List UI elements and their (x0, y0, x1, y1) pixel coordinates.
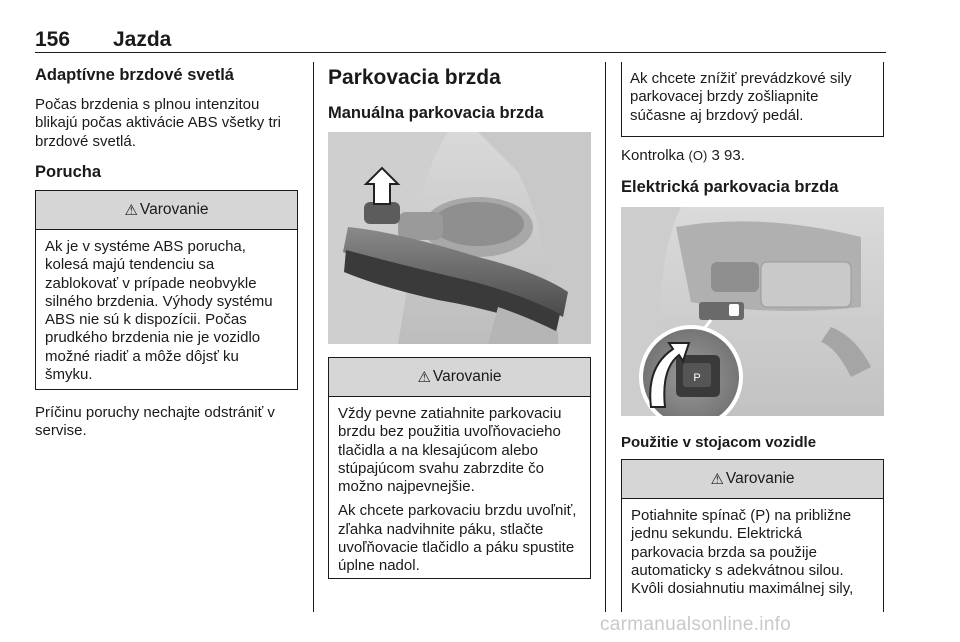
warning-text: Potiahnite spínač (P) na približne jednu sekundu. Elektrická parkovacia brzda sa použije automaticky s adekvátnou silou. Kvôli dosiahnutiu maximálnej sily, (631, 507, 854, 598)
heading-manual-parking-brake: Manuálna parkovacia brzda (328, 104, 544, 122)
info-box-brake-pedal (621, 62, 884, 137)
manual-brake-illustration (328, 132, 591, 344)
warning-header (36, 191, 297, 230)
warning-title: Varovanie (725, 470, 795, 487)
section-title: Jazda (113, 28, 172, 51)
warning-triangle-icon: ⚠ (417, 369, 431, 386)
heading-parking-brake: Parkovacia brzda (328, 66, 501, 89)
svg-text:P: P (693, 372, 701, 384)
indicator-label: Kontrolka (621, 147, 685, 164)
info-text: Ak chcete znížiť prevádzkové sily parkovacej brzdy zošliapnite súčasne aj brzdový pedál. (630, 70, 852, 124)
warning-text-2: Ak chcete parkovaciu brzdu uvoľniť, zľahka nadvihnite páku, stlačte uvoľňovacie tlačidlo a páku spustite úplne nadol. (338, 502, 577, 575)
warning-title: Varovanie (432, 368, 502, 385)
warning-box-electric-brake (621, 459, 884, 612)
warning-box-abs (35, 190, 298, 390)
watermark: carmanualsonline.info (600, 614, 792, 635)
heading-stationary-use: Použitie v stojacom vozidle (621, 434, 817, 451)
electric-brake-illustration (621, 207, 884, 416)
abs-paragraph: Počas brzdenia s plnou intenzitou blikajú počas aktivácie ABS všetky tri brzdové svetlá. (35, 96, 281, 150)
repair-paragraph: Príčinu poruchy nechajte odstrániť v servise. (35, 404, 275, 440)
warning-header (329, 358, 590, 397)
header-rule (35, 52, 886, 53)
warning-text-1: Vždy pevne zatiahnite parkovaciu brzdu bez použitia uvoľňovacieho tlačidla a na klesajúcom alebo stúpajúcom svahu zabrzdite čo možno najpevnejšie. (338, 405, 562, 496)
warning-body (36, 230, 297, 396)
column-divider-2 (605, 62, 606, 612)
indicator-reference (621, 147, 745, 165)
reference-arrow-icon: 3 (711, 147, 720, 164)
warning-header (622, 460, 883, 499)
heading-adaptive-brake-lights: Adaptívne brzdové svetlá (35, 66, 234, 84)
warning-text: Ak je v systéme ABS porucha, kolesá majú tendenciu sa zablokovať v prípade neobvykle silného brzdenia. Výhody systému ABS nie sú k dispozícii. Počas prudkého brzdenia nie je vozidlo možné riadiť a môže dôjsť ku šmyku. (45, 238, 273, 384)
column-divider-1 (313, 62, 314, 612)
warning-triangle-icon: ⚠ (124, 202, 138, 219)
manual-brake-lever-illustration (328, 132, 591, 344)
brake-indicator-icon: (O) (688, 148, 708, 163)
warning-title: Varovanie (139, 201, 209, 218)
heading-fault: Porucha (35, 163, 102, 181)
indicator-page-ref: 93. (724, 147, 745, 164)
warning-body (329, 397, 590, 588)
page-number: 156 (35, 28, 71, 51)
warning-triangle-icon: ⚠ (710, 471, 724, 488)
warning-body (622, 499, 883, 610)
heading-electric-parking-brake: Elektrická parkovacia brzda (621, 178, 839, 196)
warning-box-manual-brake (328, 357, 591, 579)
electric-brake-switch-illustration (621, 207, 884, 416)
